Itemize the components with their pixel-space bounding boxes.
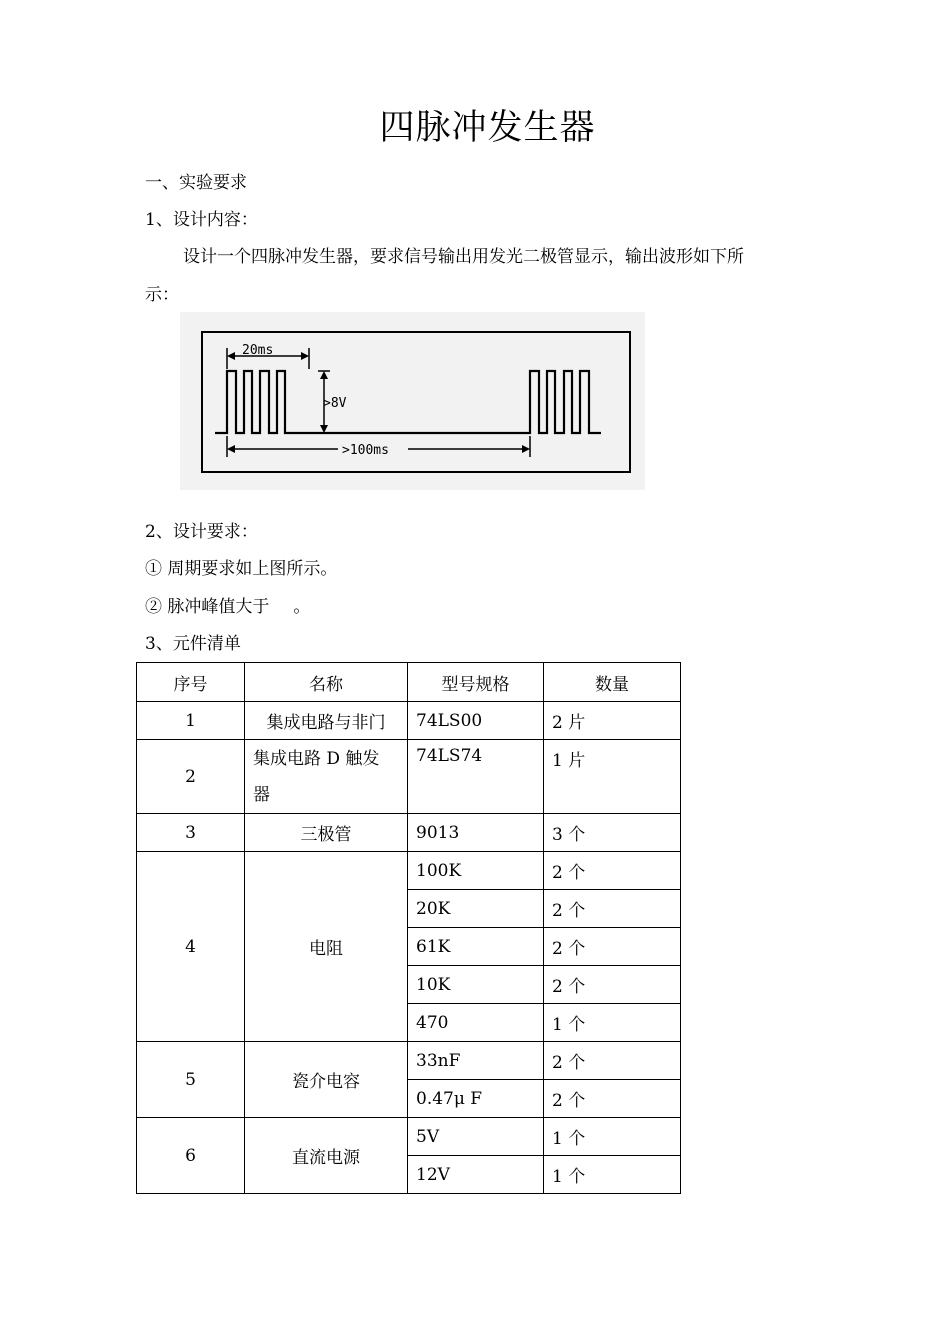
header-cell: 序号: [137, 663, 245, 702]
requirement-1-mark: ①: [145, 559, 162, 579]
table-row: [137, 852, 681, 890]
table-header-row: [137, 663, 681, 702]
label-period: >100ms: [342, 443, 389, 458]
cell-spec: 61K: [408, 928, 544, 966]
cell-name: 瓷介电容: [245, 1042, 408, 1118]
cell-name: [245, 740, 408, 814]
table-row: [137, 740, 681, 814]
waveform-diagram: [180, 312, 645, 490]
cell-spec: 0.47μ F: [408, 1080, 544, 1118]
cell-name-line-1: 集成电路 D 触发: [253, 748, 380, 769]
cell-spec: 74LS74: [408, 740, 544, 814]
cell-qty: 1 个: [544, 1004, 681, 1042]
cell-name: 三极管: [245, 814, 408, 852]
header-cell: 数量: [544, 663, 681, 702]
table-row: [137, 1118, 681, 1156]
table-row: [137, 1042, 681, 1080]
paragraph-line-2: 示：: [145, 285, 179, 305]
cell-qty: 3 个: [544, 814, 681, 852]
cell-qty: 1 个: [544, 1118, 681, 1156]
cell-no: 4: [137, 852, 245, 1042]
waveform-figure: [180, 312, 645, 490]
section-heading: 一、实验要求: [145, 173, 247, 193]
cell-spec: 74LS00: [408, 702, 544, 740]
cell-spec: 100K: [408, 852, 544, 890]
parts-table: [136, 662, 681, 1194]
item-heading-design-content: 1、设计内容：: [145, 210, 258, 230]
requirement-1-text: 周期要求如上图所示。: [167, 559, 338, 579]
requirement-2-text: 脉冲峰值大于: [167, 597, 270, 617]
cell-qty: 2 个: [544, 890, 681, 928]
cell-spec: 10K: [408, 966, 544, 1004]
cell-name: 电阻: [245, 852, 408, 1042]
item-heading-design-requirements: 2、设计要求：: [145, 522, 258, 542]
cell-spec: 9013: [408, 814, 544, 852]
page-title: 四脉冲发生器: [379, 108, 596, 148]
item-heading-parts-list: 3、元件清单: [145, 634, 241, 654]
table-row: [137, 702, 681, 740]
requirement-2: [145, 596, 310, 618]
cell-qty: 2 片: [544, 702, 681, 740]
cell-name-line-2: 器: [253, 784, 270, 805]
cell-no: 5: [137, 1042, 245, 1118]
cell-qty: 2 个: [544, 1042, 681, 1080]
cell-no: 3: [137, 814, 245, 852]
header-cell: 名称: [245, 663, 408, 702]
cell-no: 1: [137, 702, 245, 740]
cell-qty: 1 个: [544, 1156, 681, 1194]
cell-qty: 1 片: [544, 740, 681, 814]
requirement-1: [145, 558, 337, 580]
label-width: 20ms: [242, 343, 274, 358]
table-row: [137, 814, 681, 852]
cell-qty: 2 个: [544, 928, 681, 966]
label-amplitude: >8V: [323, 396, 347, 411]
requirement-2-end: 。: [293, 597, 311, 617]
cell-qty: 2 个: [544, 852, 681, 890]
cell-spec: 470: [408, 1004, 544, 1042]
cell-spec: 33nF: [408, 1042, 544, 1080]
cell-name: 直流电源: [245, 1118, 408, 1194]
cell-no: 6: [137, 1118, 245, 1194]
cell-no: 2: [137, 740, 245, 814]
requirement-2-mark: ②: [145, 597, 162, 617]
cell-spec: 12V: [408, 1156, 544, 1194]
cell-name: 集成电路与非门: [245, 702, 408, 740]
cell-spec: 20K: [408, 890, 544, 928]
cell-spec: 5V: [408, 1118, 544, 1156]
header-cell: 型号规格: [408, 663, 544, 702]
cell-qty: 2 个: [544, 1080, 681, 1118]
cell-qty: 2 个: [544, 966, 681, 1004]
paragraph-line-1: 设计一个四脉冲发生器，要求信号输出用发光二极管显示，输出波形如下所: [183, 247, 744, 267]
